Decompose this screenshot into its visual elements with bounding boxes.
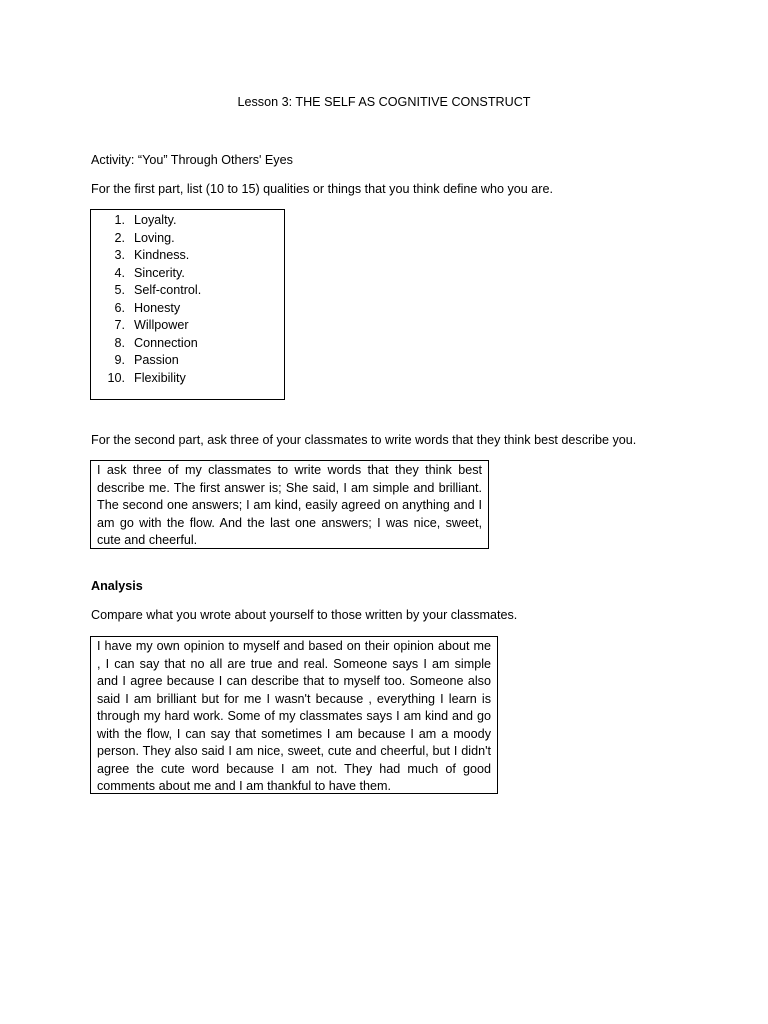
list-item bbox=[91, 335, 284, 353]
list-item-number: 5. bbox=[114, 283, 125, 297]
list-item-text: Loving. bbox=[134, 230, 175, 245]
list-item-text: Passion bbox=[134, 353, 179, 367]
list-item-number: 8. bbox=[114, 335, 125, 350]
list-item bbox=[91, 230, 284, 248]
analysis-answer-box: I have my own opinion to myself and based on their opinion about me , I can say that no all are true and real. Someone says I am simple and I agree because I can describe that to myself too. Someone also said I am brilliant but for me I wasn't because , everything I learn is through my hard work. Some of my classmates says I am kind and go with the flow, I can say that sometimes I am because I am a moody person. They also said I am nice, sweet, cute and cheerful, but I didn't agree the cute word because I am not. They had much of good comments about me and I am thankful to have them. bbox=[90, 636, 498, 794]
list-item-number: 9. bbox=[114, 353, 125, 367]
list-item-number: 2. bbox=[114, 230, 125, 245]
second-part-instruction: For the second part, ask three of your classmates to write words that they think best describe you. bbox=[91, 433, 637, 447]
list-item-text: Self-control. bbox=[134, 283, 202, 297]
list-item-text: Flexibility bbox=[134, 370, 186, 385]
qualities-box bbox=[90, 209, 285, 400]
list-item-number: 3. bbox=[114, 248, 125, 262]
list-item-text: Sincerity. bbox=[134, 265, 185, 280]
analysis-instruction: Compare what you wrote about yourself to those written by your classmates. bbox=[91, 608, 518, 622]
list-item-number: 6. bbox=[114, 300, 125, 315]
list-item-text: Willpower bbox=[134, 318, 189, 332]
list-item bbox=[91, 212, 284, 230]
list-item-text: Loyalty. bbox=[134, 213, 177, 227]
list-item-number: 1. bbox=[114, 213, 125, 227]
list-item bbox=[91, 247, 284, 265]
list-item bbox=[91, 265, 284, 283]
list-item bbox=[91, 352, 284, 370]
list-item-number: 4. bbox=[114, 265, 125, 280]
list-item bbox=[91, 300, 284, 318]
list-item-text: Kindness. bbox=[134, 248, 190, 262]
list-item bbox=[91, 282, 284, 300]
analysis-heading: Analysis bbox=[91, 579, 143, 593]
list-item bbox=[91, 370, 284, 388]
first-part-instruction: For the first part, list (10 to 15) qualities or things that you think define who you are. bbox=[91, 182, 554, 196]
list-item-text: Honesty bbox=[134, 300, 181, 315]
list-item-number: 7. bbox=[114, 318, 125, 332]
activity-title: Activity: “You” Through Others' Eyes bbox=[91, 153, 293, 167]
list-item bbox=[91, 317, 284, 335]
qualities-list bbox=[91, 210, 284, 387]
list-item-text: Connection bbox=[134, 335, 198, 350]
lesson-title: Lesson 3: THE SELF AS COGNITIVE CONSTRUCT bbox=[237, 95, 531, 109]
classmates-answer-box: I ask three of my classmates to write words that they think best describe me. The first answer is; She said, I am simple and brilliant. The second one answers; I am kind, easily agreed on anything and I am go with the flow. And the last one answers; I was nice, sweet, cute and cheerful. bbox=[90, 460, 489, 549]
list-item-number: 10. bbox=[107, 370, 125, 385]
